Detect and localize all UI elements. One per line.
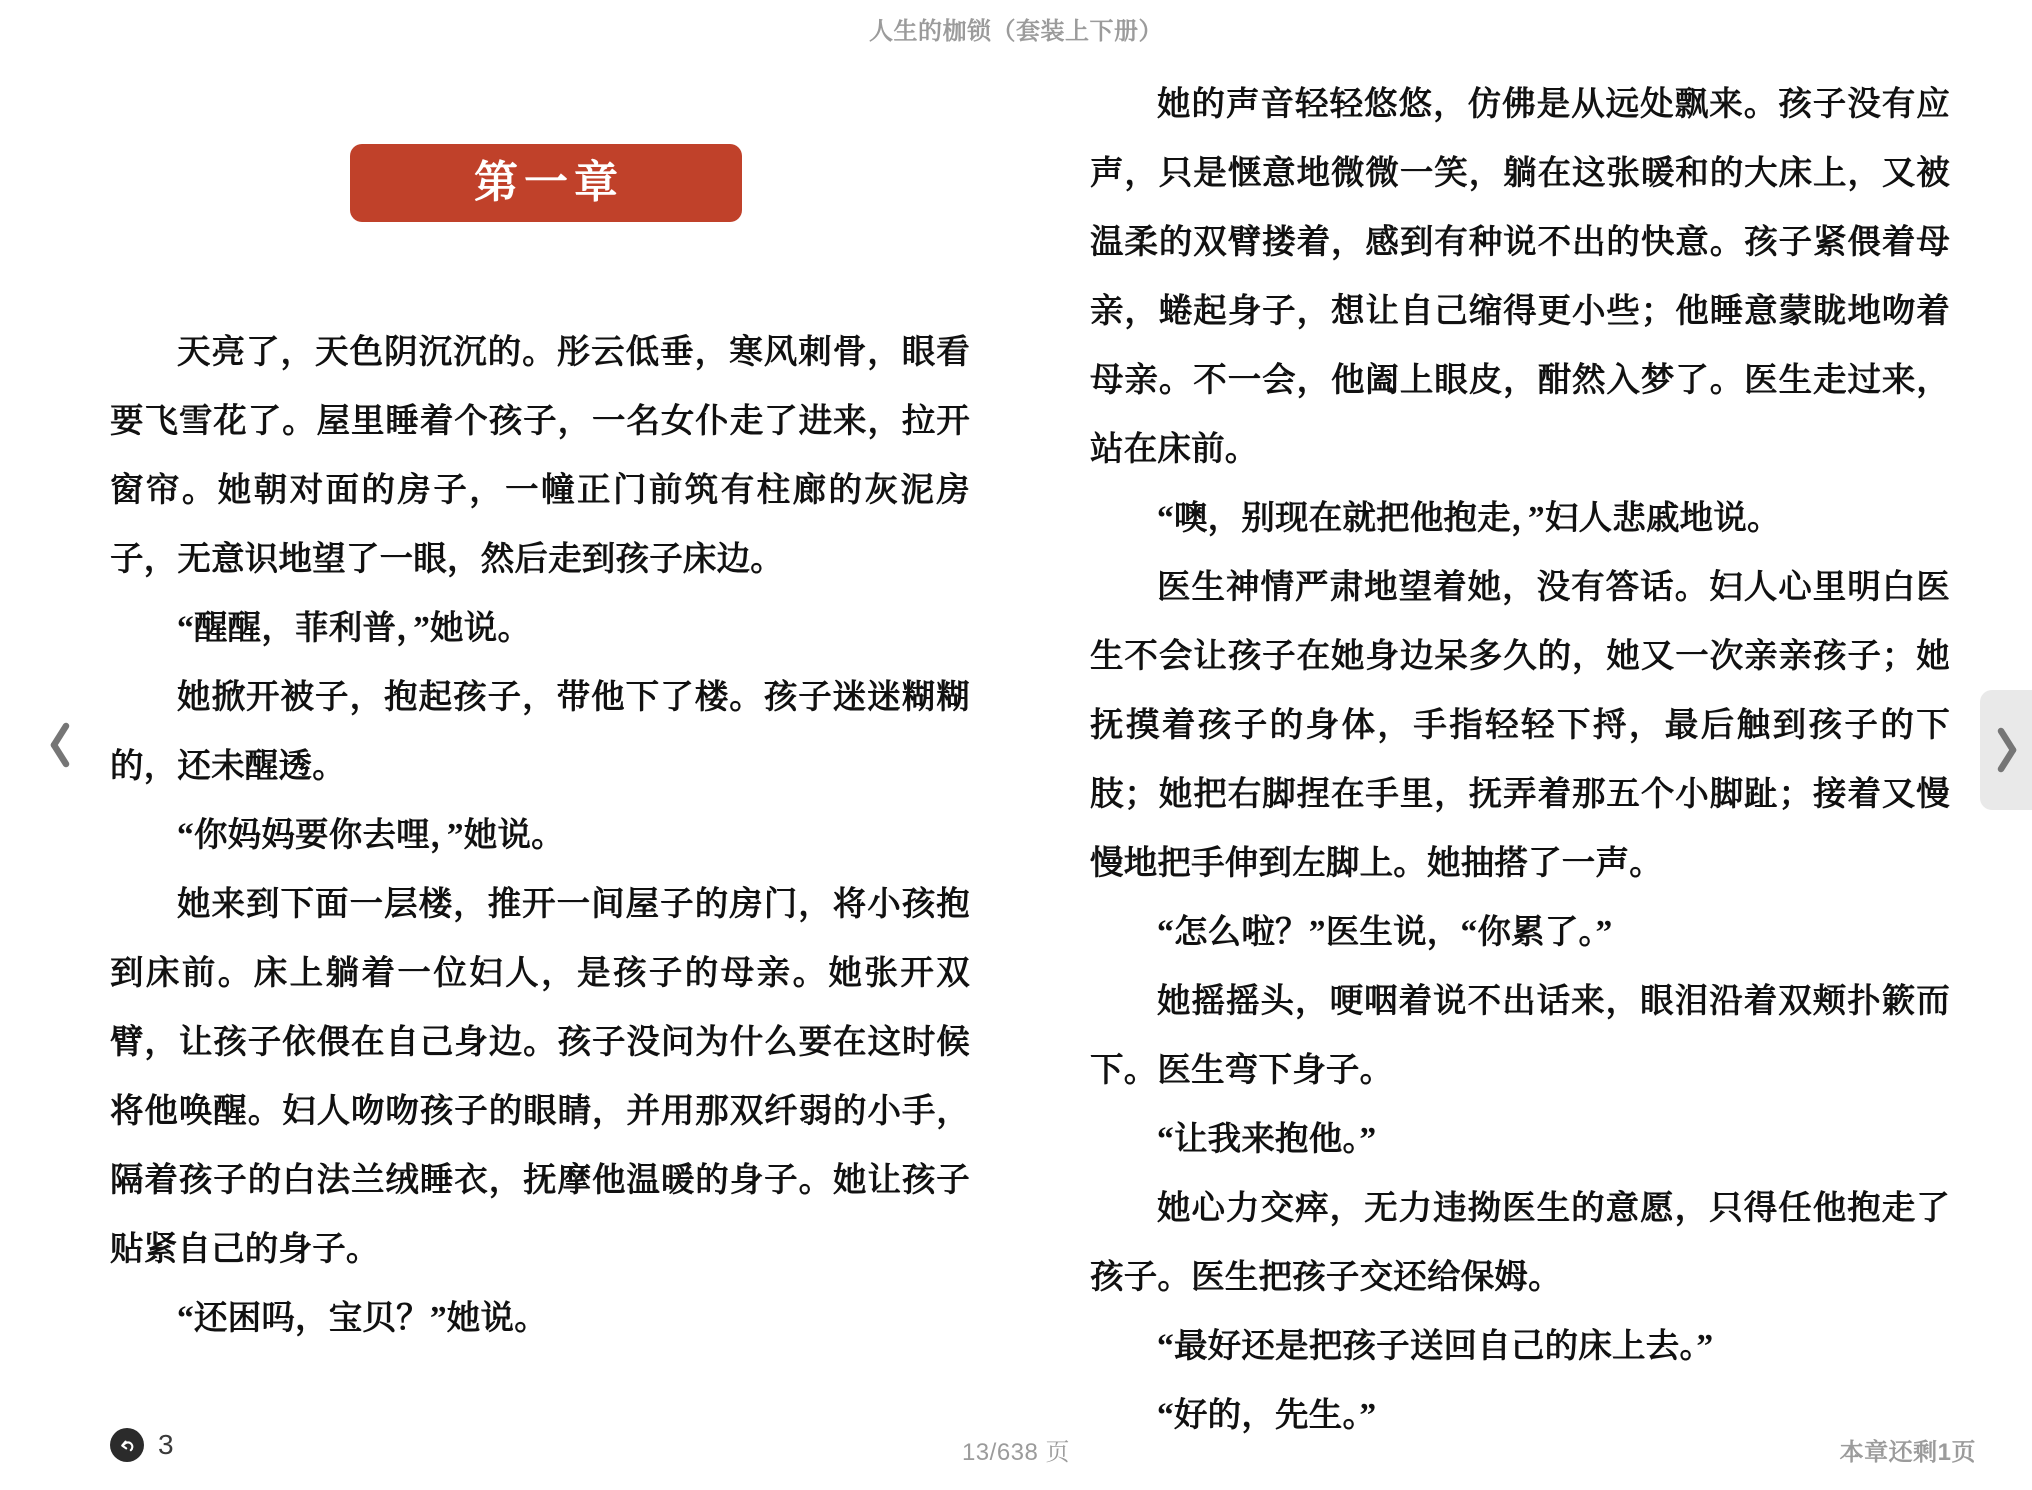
paragraph: “让我来抱他。” [1157, 1121, 1377, 1158]
book-footer [0, 1416, 2032, 1490]
chapter-badge [350, 144, 742, 222]
chevron-right-icon [1993, 725, 2019, 775]
text-column-right [1090, 56, 1950, 1434]
paragraph: 她掀开被子，抱起孩子，带他下了楼。孩子迷迷糊糊的，还未醒透。 [110, 679, 970, 785]
paragraph: “还困吗，宝贝？”她说。 [177, 1300, 548, 1337]
page-content-area [0, 56, 2032, 1434]
paragraph: “醒醒，菲利普，”她说。 [177, 610, 532, 647]
next-page-button[interactable] [1980, 690, 2032, 810]
paragraph: “好的，先生。” [1157, 1397, 1377, 1434]
chapter-remaining-label: 本章还剩1页 [1839, 1439, 1976, 1466]
chapter-badge-label: 第一章 [474, 158, 624, 207]
paragraph: “怎么啦？”医生说，“你累了。” [1157, 914, 1613, 951]
paragraph: “最好还是把孩子送回自己的床上去。” [1157, 1328, 1714, 1365]
book-header [0, 0, 2032, 56]
paragraph: 她摇摇头，哽咽着说不出话来，眼泪沿着双颊扑簌而下。医生弯下身子。 [1090, 983, 1950, 1089]
undo-count: 3 [158, 1429, 174, 1460]
chapter-heading [110, 56, 970, 318]
paragraph: 天亮了，天色阴沉沉的。彤云低垂，寒风刺骨，眼看要飞雪花了。屋里睡着个孩子，一名女仆走了进来，拉开窗帘。她朝对面的房子，一幢正门前筑有柱廊的灰泥房子，无意识地望了一眼，然后走到孩子床边。 [110, 334, 970, 578]
paragraph: “你妈妈要你去哩，”她说。 [177, 817, 565, 854]
text-column-left [110, 56, 970, 1416]
paragraph: 她来到下面一层楼，推开一间屋子的房门，将小孩抱到床前。床上躺着一位妇人，是孩子的母亲。她张开双臂，让孩子依偎在自己身边。孩子没问为什么要在这时候将他唤醒。妇人吻吻孩子的眼睛，并用那双纤弱的小手，隔着孩子的白法兰绒睡衣，抚摩他温暖的身子。她让孩子贴紧自己的身子。 [110, 886, 970, 1268]
page-indicator: 13/638 页 [961, 1439, 1071, 1466]
book-title: 人生的枷锁（套装上下册） [869, 17, 1163, 45]
paragraph: “噢，别现在就把他抱走，”妇人悲戚地说。 [1157, 500, 1781, 537]
previous-page-button[interactable] [30, 690, 90, 800]
chevron-left-icon [47, 720, 73, 770]
paragraph: 她的声音轻轻悠悠，仿佛是从远处飘来。孩子没有应声，只是惬意地微微一笑，躺在这张暖和的大床上，又被温柔的双臂搂着，感到有种说不出的快意。孩子紧偎着母亲，蜷起身子，想让自己缩得更小些；他睡意蒙眬地吻着母亲。不一会，他阖上眼皮，酣然入梦了。医生走过来，站在床前。 [1090, 86, 1950, 468]
paragraph: 她心力交瘁，无力违拗医生的意愿，只得任他抱走了孩子。医生把孩子交还给保姆。 [1090, 1190, 1950, 1296]
paragraph: 医生神情严肃地望着她，没有答话。妇人心里明白医生不会让孩子在她身边呆多久的，她又一次亲亲孩子；她抚摸着孩子的身体，手指轻轻下捋，最后触到孩子的下肢；她把右脚捏在手里，抚弄着那五个小脚趾；接着又慢慢地把手伸到左脚上。她抽搭了一声。 [1090, 569, 1950, 882]
